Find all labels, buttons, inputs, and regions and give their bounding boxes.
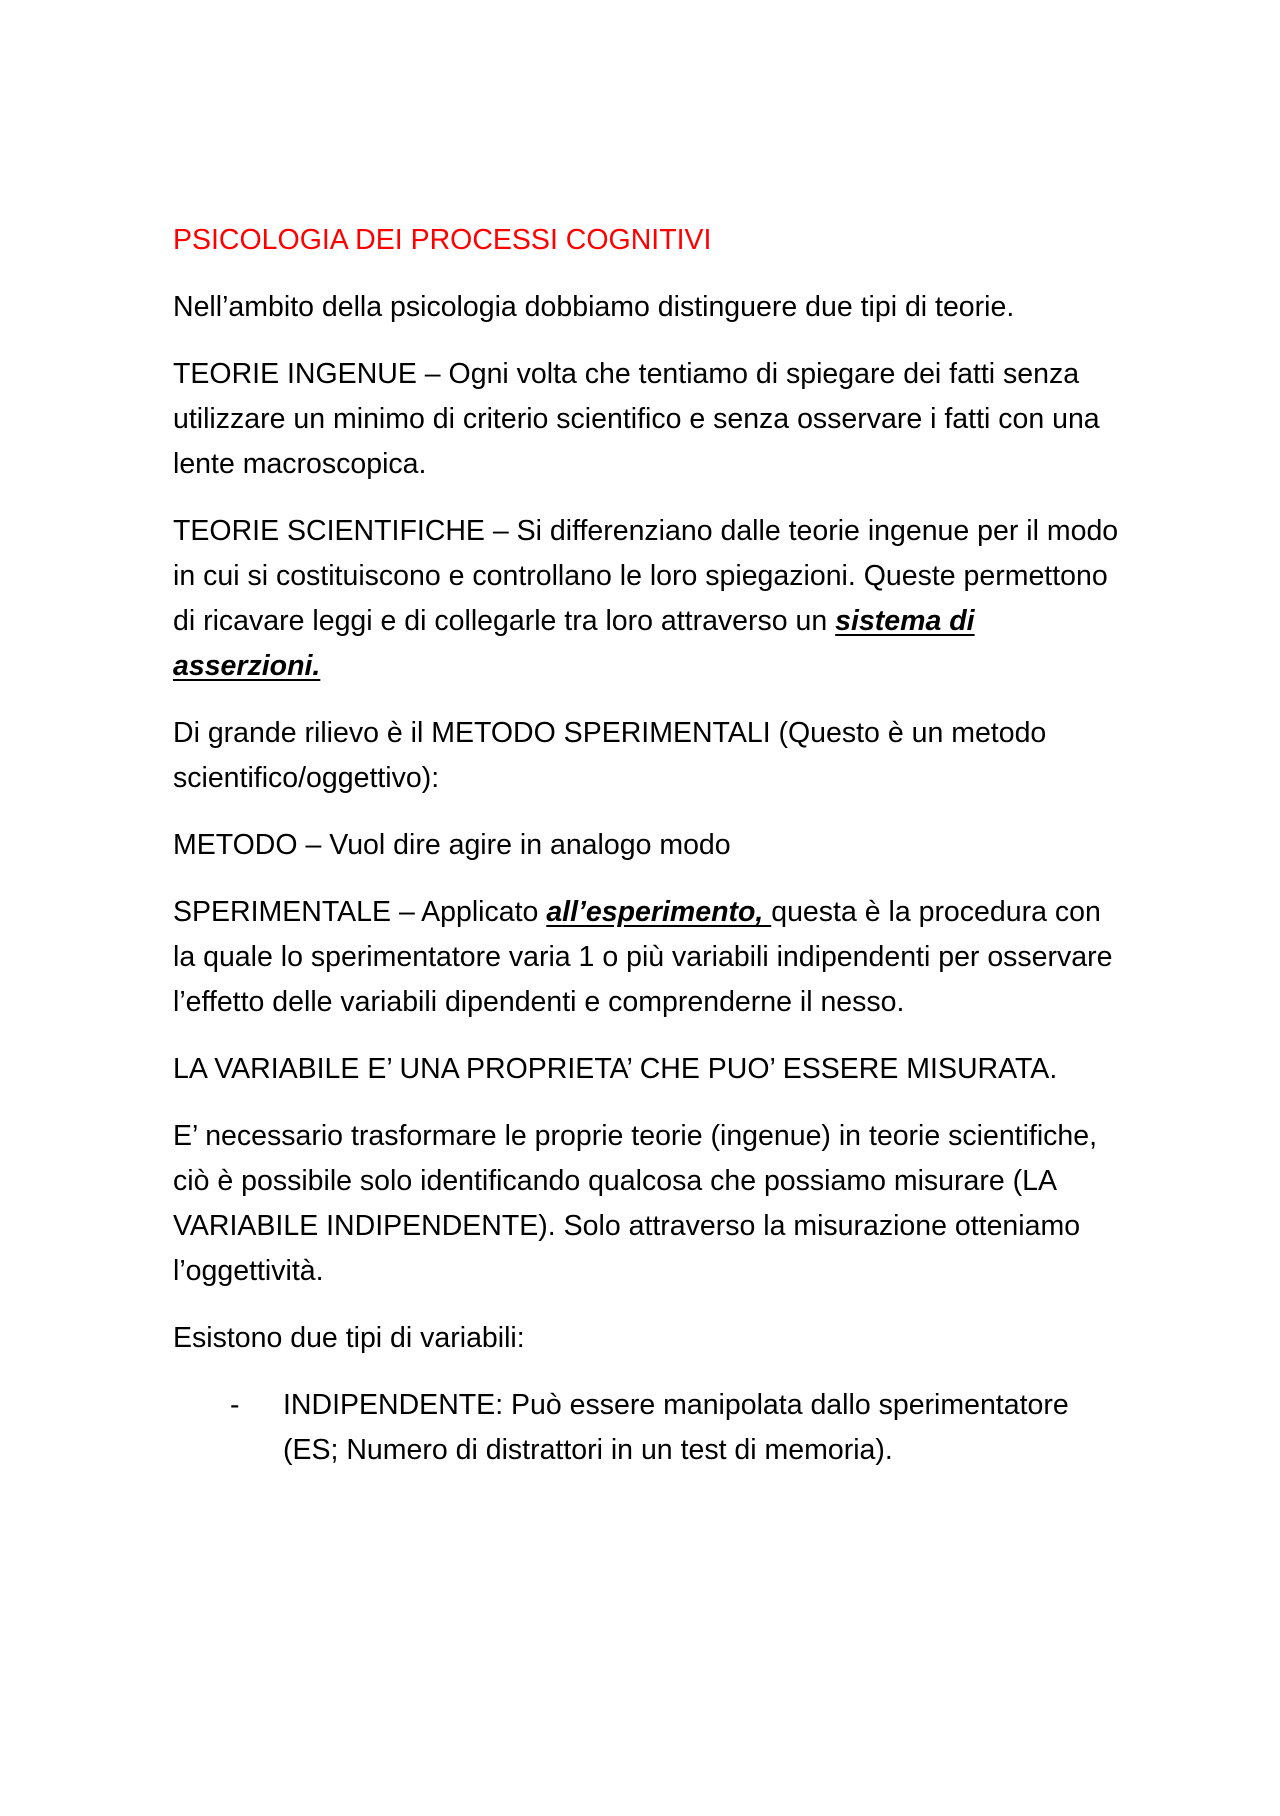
document-body: [173, 218, 1123, 1473]
sperimentale-suffix: questa è la procedura con la quale lo sperimentatore varia 1 o più variabili indipendenti per osservare l’effetto delle variabili dipendenti e comprenderne il nesso.: [173, 896, 1113, 1018]
teorie-scientifiche-paragraph: [173, 509, 1123, 689]
metodo-paragraph: METODO – Vuol dire agire in analogo modo: [173, 829, 731, 861]
necessario-paragraph: E’ necessario trasformare le proprie teorie (ingenue) in teorie scientifiche, ciò è possibile solo identificando qualcosa che possiamo misurare (LA VARIABILE INDIPENDENTE). Solo attraverso la misurazione otteniamo l’oggettività.: [173, 1120, 1098, 1287]
list-item: [173, 1383, 1123, 1473]
tipi-variabili-paragraph: Esistono due tipi di variabili:: [173, 1322, 525, 1354]
variabili-list: [173, 1383, 1123, 1473]
teorie-ingenue-paragraph: TEORIE INGENUE – Ogni volta che tentiamo di spiegare dei fatti senza utilizzare un minimo di criterio scientifico e senza osservare i fatti con una lente macroscopica.: [173, 358, 1100, 480]
sperimentale-prefix: SPERIMENTALE – Applicato: [173, 896, 547, 928]
esperimento-emphasis: all’esperimento,: [546, 896, 772, 928]
sperimentale-paragraph: [173, 890, 1123, 1025]
variabile-definition-paragraph: LA VARIABILE E’ UNA PROPRIETA’ CHE PUO’ ESSERE MISURATA.: [173, 1053, 1058, 1085]
metodo-sperimentale-paragraph: Di grande rilievo è il METODO SPERIMENTALI (Questo è un metodo scientifico/oggettivo):: [173, 717, 1047, 794]
list-item-text: INDIPENDENTE: Può essere manipolata dallo sperimentatore (ES; Numero di distrattori in un test di memoria).: [283, 1389, 1069, 1466]
document-title: PSICOLOGIA DEI PROCESSI COGNITIVI: [173, 224, 712, 256]
sistema-di-asserzioni-emphasis: sistema di asserzioni.: [173, 605, 975, 682]
dash-bullet: -: [230, 1389, 240, 1421]
teorie-scientifiche-text: TEORIE SCIENTIFICHE – Si differenziano dalle teorie ingenue per il modo in cui si costituiscono e controllano le loro spiegazioni. Queste permettono di ricavare leggi e di collegarle tra loro attraverso un: [173, 515, 1119, 637]
intro-paragraph: Nell’ambito della psicologia dobbiamo distinguere due tipi di teorie.: [173, 291, 1015, 323]
